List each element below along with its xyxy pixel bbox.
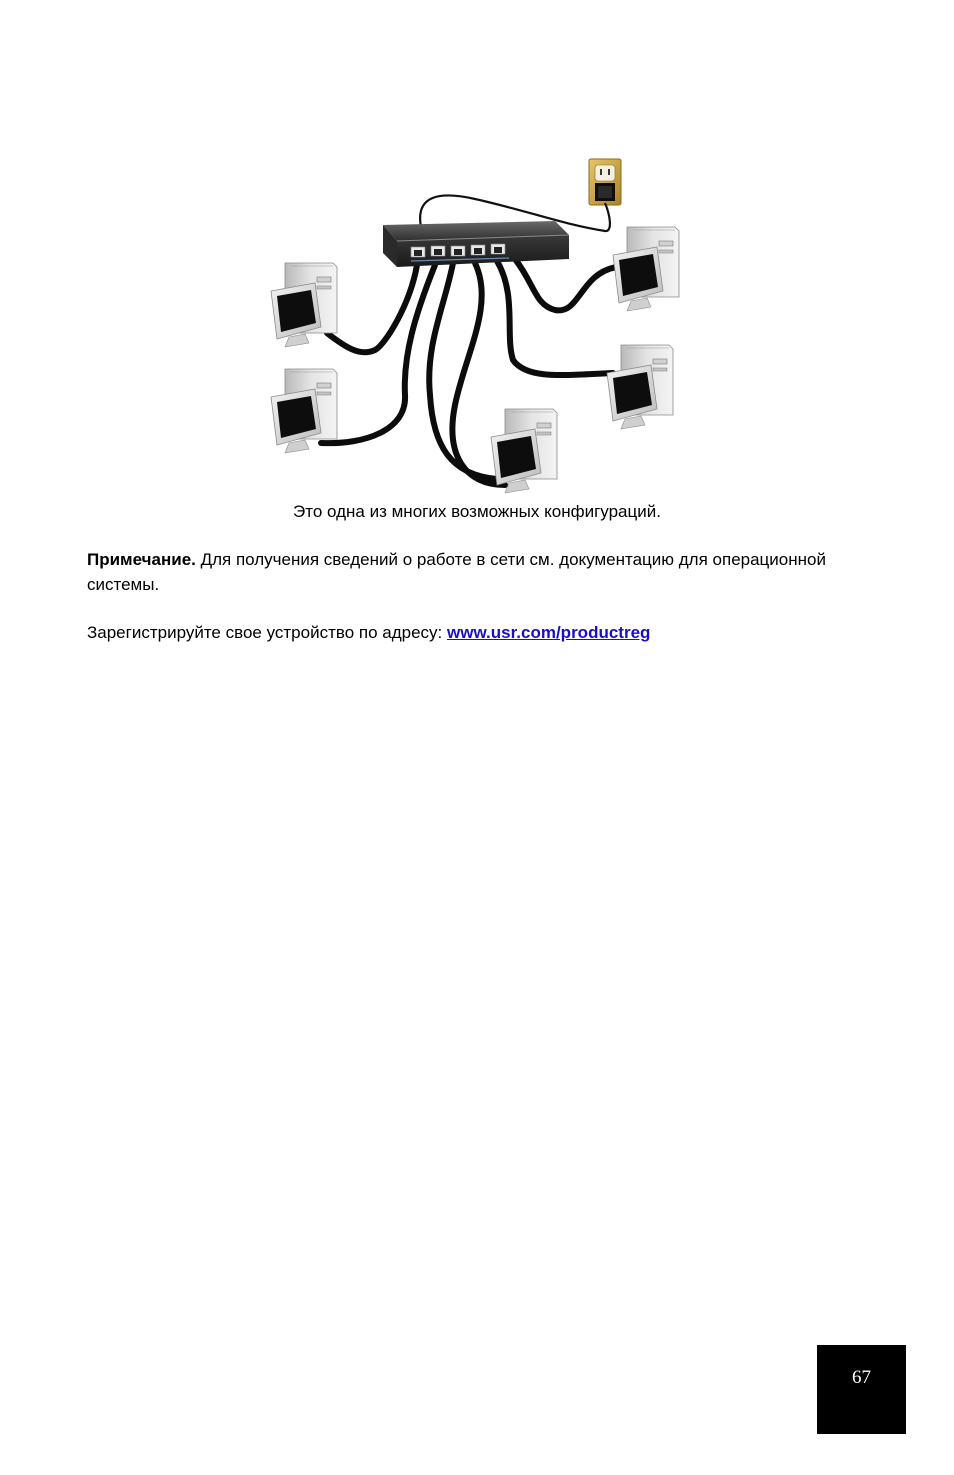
note-text: Для получения сведений о работе в сети см. документацию для операционной системы. [87, 550, 826, 594]
register-text: Зарегистрируйте свое устройство по адресу: [87, 623, 447, 642]
note-paragraph [87, 547, 827, 597]
computer-right-top [613, 227, 679, 311]
page-number: 67 [852, 1367, 871, 1388]
page-number-box [817, 1345, 906, 1434]
computer-bottom-center [491, 409, 557, 493]
register-paragraph [87, 620, 827, 645]
network-cables [321, 259, 617, 485]
network-configuration-diagram [265, 155, 685, 495]
note-label: Примечание. [87, 550, 196, 569]
product-registration-link[interactable]: www.usr.com/productreg [447, 623, 651, 642]
network-switch [383, 221, 569, 267]
power-outlet-icon [589, 159, 621, 205]
computer-right-mid [607, 345, 673, 429]
figure-caption: Это одна из многих возможных конфигураций. [293, 502, 661, 521]
